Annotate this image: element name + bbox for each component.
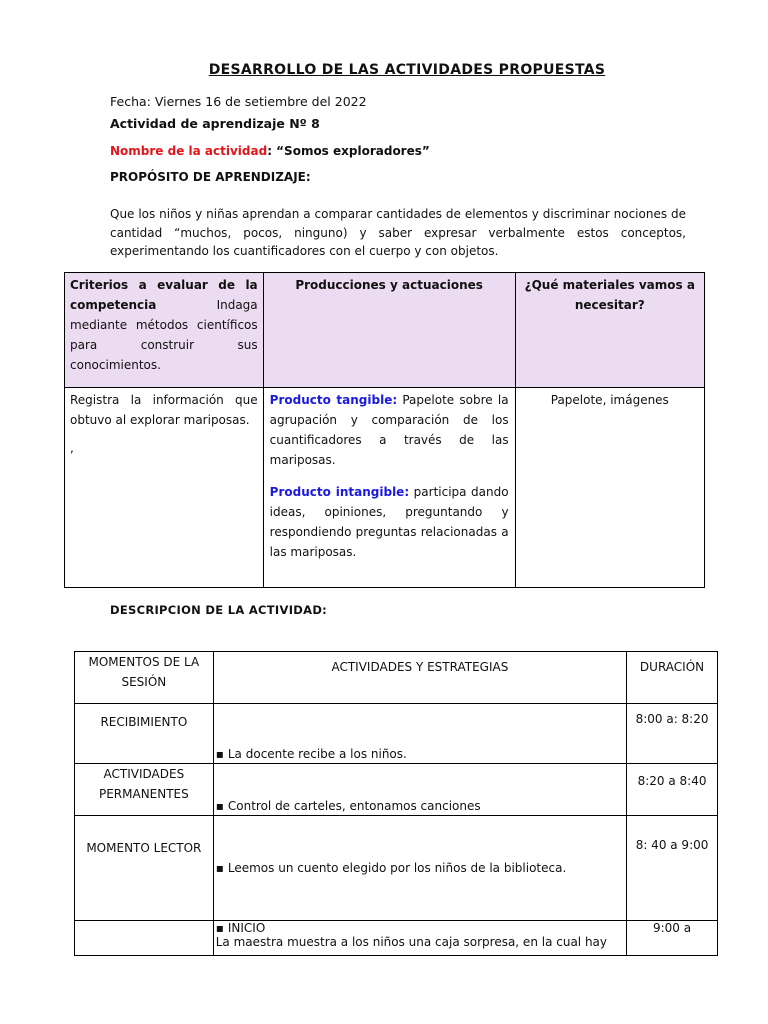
criteria-extra: , <box>70 441 74 455</box>
date-line: Fecha: Viernes 16 de setiembre del 2022 <box>110 94 367 109</box>
activity-cell <box>213 921 626 956</box>
materials-cell: Papelote, imágenes <box>515 388 704 588</box>
criteria-table <box>64 272 705 588</box>
intangible-text: participa dando ideas, opiniones, preguntando y respondiendo preguntas relacionadas a las mariposas. <box>269 485 509 559</box>
table-row <box>75 816 718 921</box>
table-row <box>75 764 718 816</box>
criteria-text: Registra la información que obtuvo al explorar mariposas. <box>70 393 258 427</box>
moment-cell: RECIBIMIENTO <box>75 704 214 764</box>
activity-number: Actividad de aprendizaje Nº 8 <box>110 116 320 131</box>
productions-header-cell: Producciones y actuaciones <box>263 273 515 388</box>
moment-cell: MOMENTO LECTOR <box>75 816 214 921</box>
activity-name-value: : “Somos exploradores” <box>267 144 430 158</box>
moment-cell: ACTIVIDADES PERMANENTES <box>75 764 214 816</box>
session-table-header <box>75 652 718 704</box>
criteria-header-rest: Indaga mediante métodos científicos para construir sus conocimientos. <box>70 298 258 372</box>
activity-text: La maestra muestra a los niños una caja sorpresa, en la cual hay <box>215 935 608 949</box>
duration-cell: 8: 40 a 9:00 <box>627 816 718 921</box>
duration-cell: 8:00 a: 8:20 <box>627 704 718 764</box>
duration-cell: 8:20 a 8:40 <box>627 764 718 816</box>
session-table <box>74 651 718 956</box>
intangible-product <box>270 482 509 562</box>
activity-text: ▪ La docente recibe a los niños. <box>216 747 407 761</box>
criteria-cell <box>65 388 264 588</box>
productions-cell <box>263 388 515 588</box>
tangible-text: Papelote sobre la agrupación y comparación de los cuantificadores a través de las mariposas. <box>269 393 509 467</box>
description-heading: DESCRIPCION DE LA ACTIVIDAD: <box>110 603 328 617</box>
materials-header-cell: ¿Qué materiales vamos a necesitar? <box>515 273 704 388</box>
moments-header: MOMENTOS DE LA SESIÓN <box>75 652 214 704</box>
activity-text: ▪ Control de carteles, entonamos canciones <box>216 799 481 813</box>
intangible-label: Producto intangible: <box>269 485 410 499</box>
activity-cell <box>213 764 626 816</box>
purpose-text: Que los niños y niñas aprendan a comparar cantidades de elementos y discriminar nociones de cantidad “muchos, pocos, ninguno) y saber expresar verbalmente estos conceptos, experimentando los cuantificadores con el cuerpo y con objetos. <box>110 207 686 258</box>
duration-cell: 9:00 a <box>627 921 718 956</box>
activity-cell <box>213 816 626 921</box>
criteria-table-row <box>65 388 705 588</box>
activity-name-label: Nombre de la actividad <box>110 144 268 158</box>
table-row <box>75 921 718 956</box>
criteria-header-cell <box>65 273 264 388</box>
tangible-product <box>270 390 509 470</box>
table-row <box>75 704 718 764</box>
activity-cell <box>213 704 626 764</box>
activity-title: ▪ INICIO <box>216 921 624 935</box>
purpose-heading: PROPÓSITO DE APRENDIZAJE: <box>110 170 311 184</box>
document-title: DESARROLLO DE LAS ACTIVIDADES PROPUESTAS <box>208 62 606 78</box>
moment-cell <box>75 921 214 956</box>
criteria-header-bold: Criterios a evaluar de la competencia <box>70 278 258 312</box>
duration-header: DURACIÓN <box>627 652 718 704</box>
tangible-label: Producto tangible: <box>269 393 398 407</box>
criteria-table-header <box>65 273 705 388</box>
activity-text: ▪ Leemos un cuento elegido por los niños de la biblioteca. <box>216 861 567 875</box>
activities-header: ACTIVIDADES Y ESTRATEGIAS <box>213 652 626 704</box>
activity-name <box>110 144 430 158</box>
